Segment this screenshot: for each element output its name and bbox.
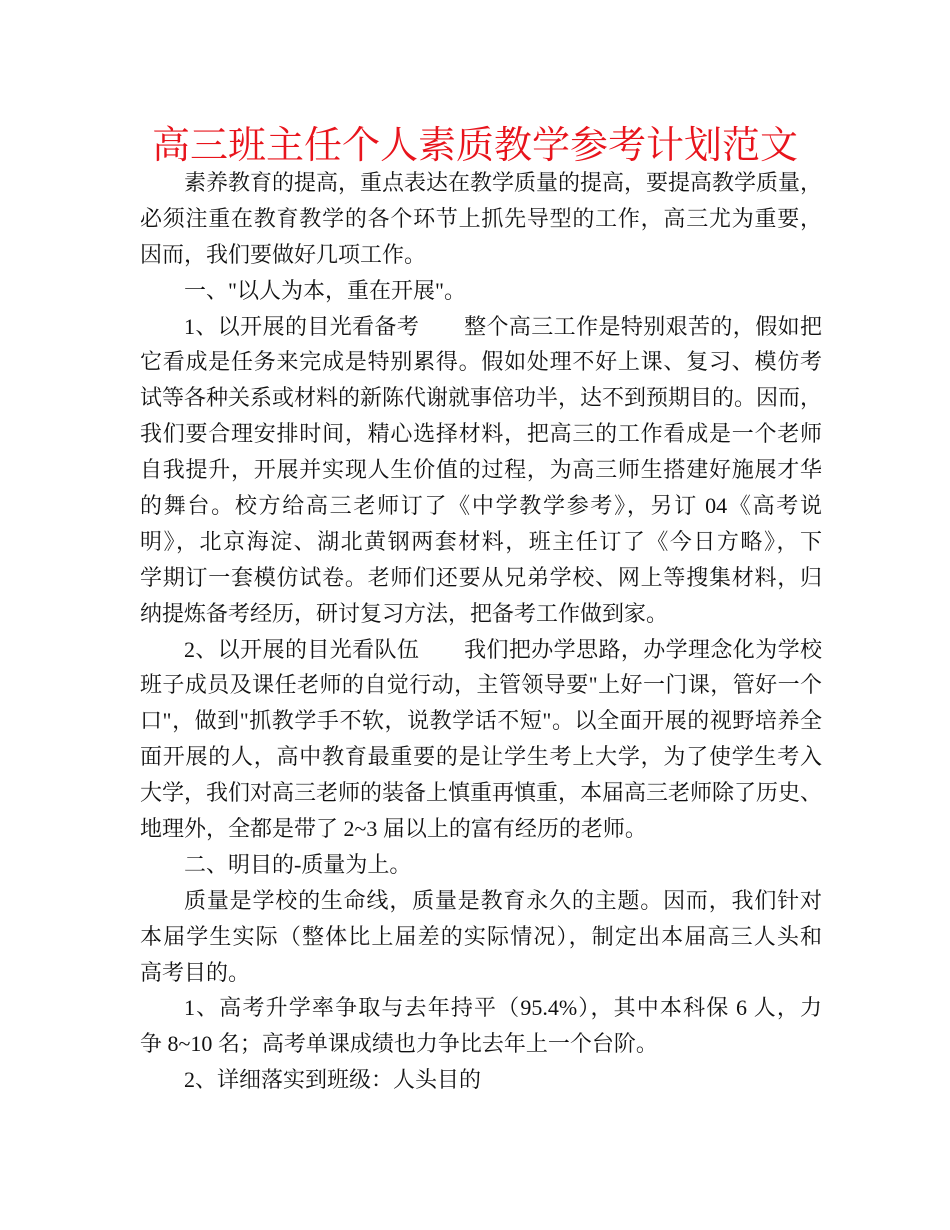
text-line: 二、明目的-质量为上。	[184, 851, 412, 877]
text-line: 学期订一套模仿试卷。老师们还要从兄弟学校、网上等搜集材料，归	[140, 564, 822, 590]
text-line: 2、以开展的目光看队伍 我们把办学思路，办学理念化为学校	[184, 636, 822, 662]
text-line: 明》，北京海淀、湖北黄钢两套材料，班主任订了《今日方略》，下	[140, 528, 822, 554]
text-line: 一、"以人为本，重在开展"。	[184, 277, 466, 303]
text-line: 试等各种关系或材料的新陈代谢就事倍功半，达不到预期目的。因而，	[140, 385, 823, 411]
text-line: 高考目的。	[140, 959, 251, 985]
text-line: 的舞台。校方给高三老师订了《中学教学参考》，另订 04《高考说	[140, 493, 822, 519]
document-title: 高三班主任个人素质教学参考计划范文	[151, 125, 798, 167]
text-line: 素养教育的提高，重点表达在教学质量的提高，要提高教学质量，	[184, 170, 823, 195]
text-line: 口"，做到"抓教学手不软，说教学话不短"。以全面开展的视野培养全	[140, 708, 822, 734]
text-line: 面开展的人，高中教育最重要的是让学生考上大学，为了使学生考入	[140, 744, 822, 770]
text-line: 1、以开展的目光看备考 整个高三工作是特别艰苦的，假如把	[184, 313, 822, 339]
text-line: 必须注重在教育教学的各个环节上抓先导型的工作，高三尤为重要，	[140, 205, 822, 231]
text-line: 本届学生实际（整体比上届差的实际情况），制定出本届高三人头和	[140, 923, 822, 949]
text-line: 因而，我们要做好几项工作。	[140, 241, 427, 267]
document-body	[140, 165, 822, 1098]
text-line: 2、详细落实到班级：人头目的	[184, 1067, 482, 1093]
text-line: 大学，我们对高三老师的装备上慎重再慎重，本届高三老师除了历史、	[140, 780, 823, 806]
text-line: 我们要合理安排时间，精心选择材料，把高三的工作看成是一个老师	[140, 421, 822, 447]
text-line: 1、高考升学率争取与去年持平（95.4%），其中本科保 6 人，力	[184, 995, 822, 1021]
text-line: 纳提炼备考经历，研讨复习方法，把备考工作做到家。	[140, 600, 669, 626]
text-line: 它看成是任务来完成是特别累得。假如处理不好上课、复习、模仿考	[140, 349, 822, 375]
text-line: 班子成员及课任老师的自觉行动，主管领导要"上好一门课，管好一个	[140, 672, 822, 698]
text-line: 争 8~10 名；高考单课成绩也力争比去年上一个台阶。	[140, 1031, 658, 1057]
text-line: 质量是学校的生命线，质量是教育永久的主题。因而，我们针对	[184, 887, 822, 913]
text-line: 地理外，全都是带了 2~3 届以上的富有经历的老师。	[140, 816, 647, 842]
text-line: 自我提升，开展并实现人生价值的过程，为高三师生搭建好施展才华	[140, 457, 822, 483]
